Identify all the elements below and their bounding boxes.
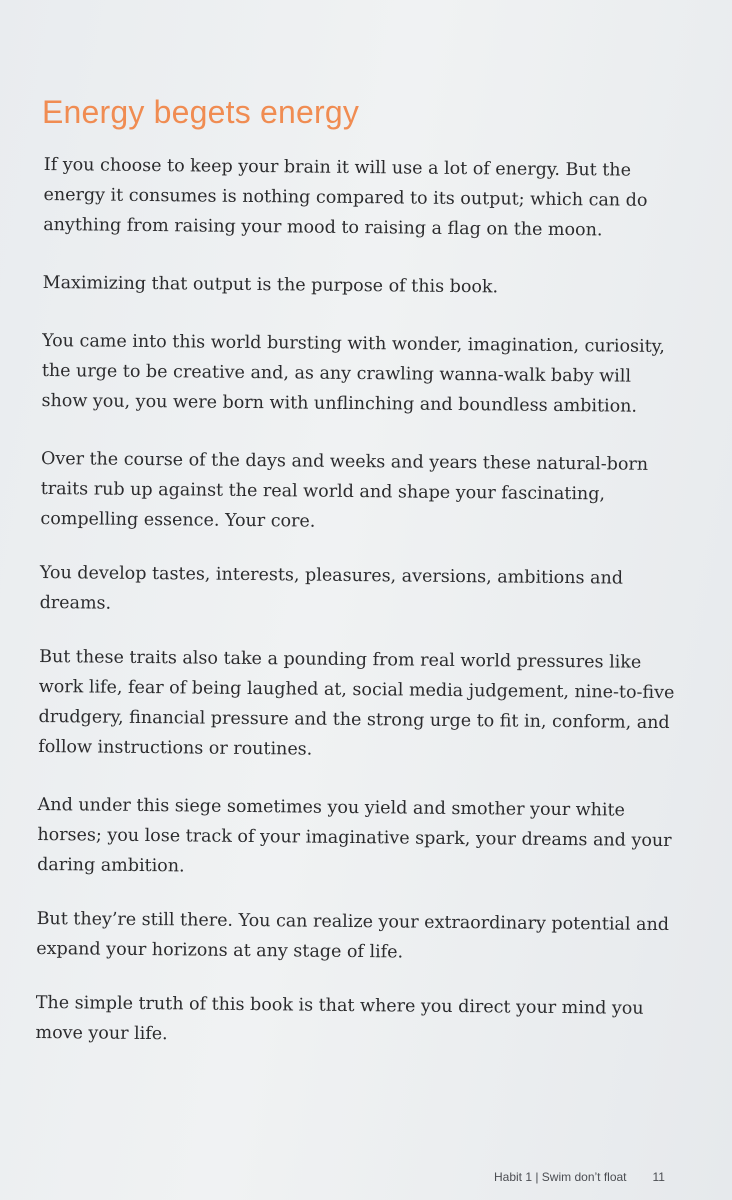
paragraph: Maximizing that output is the purpose of this book.	[42, 272, 499, 298]
paragraph: If you choose to keep your brain it will use a lot of energy. But the energy it consumes is nothing compared to its output; which can do anything from raising your mood to raising a flag on the moon.	[43, 154, 648, 241]
paragraph: Over the course of the days and weeks and years these natural-born traits rub up against the real world and shape your fascinating, compelling essence. Your core.	[40, 448, 649, 532]
running-head: Habit 1 | Swim don’t float	[494, 1170, 627, 1184]
paragraph: But these traits also take a pounding from real world pressures like work life, fear of being laughed at, social media judgement, nine-to-five drudgery, financial pressure and the strong urge to fit in, conform, and follow instructions or routines.	[38, 646, 675, 760]
paragraph: But they’re still there. You can realize your extraordinary potential and expand your horizons at any stage of life.	[36, 908, 670, 963]
page-number: 11	[652, 1170, 665, 1184]
page-footer	[494, 1170, 665, 1184]
body-text	[35, 150, 684, 1078]
paragraph: You develop tastes, interests, pleasures, aversions, ambitions and dreams.	[39, 562, 624, 614]
paragraph: And under this siege sometimes you yield and smother your white horses; you lose track of your imaginative spark, your dreams and your daring ambition.	[37, 794, 672, 877]
section-heading: Energy begets energy	[42, 94, 360, 130]
paragraph: You came into this world bursting with wonder, imagination, curiosity, the urge to be creative and, as any crawling wanna-walk baby will show you, you were born with unflinching and boundless ambition.	[41, 330, 665, 417]
paragraph: The simple truth of this book is that where you direct your mind you move your life.	[35, 992, 644, 1045]
